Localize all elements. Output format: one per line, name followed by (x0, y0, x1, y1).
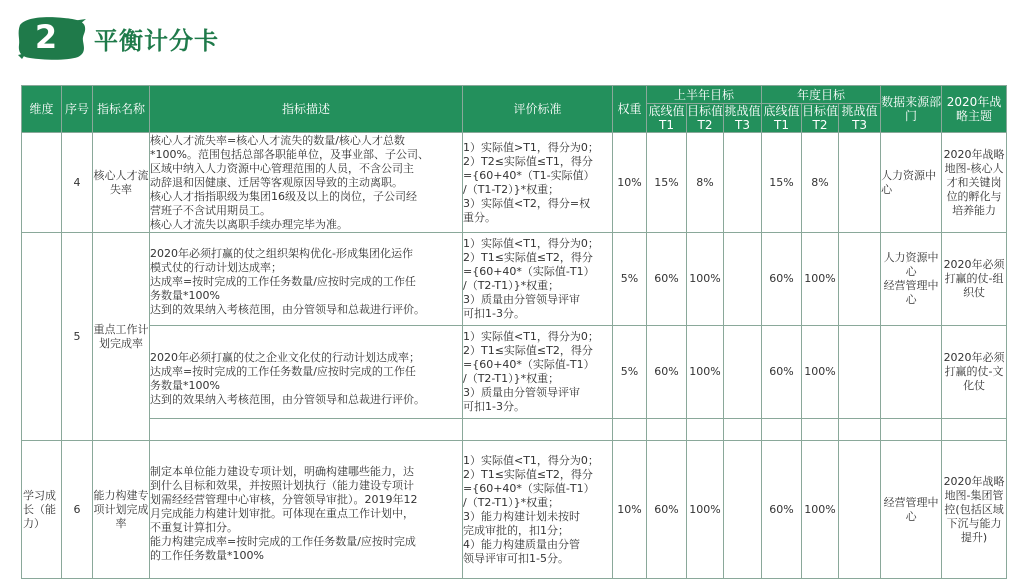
row-criteria (463, 133, 613, 233)
row-theme: 2020年战略地图-集团管控(包括区域下沉与能力提升) (942, 441, 1007, 579)
empty-cell (613, 419, 647, 441)
criteria-line: 2）T1≤实际值≤T2，得分 (463, 344, 593, 357)
row-criteria (463, 233, 613, 326)
col-annual-challenge: 挑战值T3 (839, 104, 881, 133)
criteria-line: ={60+40*（T1-实际值） (463, 168, 595, 182)
row-dim: 学习成长（能力） (22, 441, 62, 579)
desc-line: 达成率=按时完成的工作任务数量/应按时完成的工作任 (150, 275, 416, 288)
criteria-line: /（T1-T2）}*权重； (463, 182, 560, 196)
table-row (22, 233, 1007, 326)
desc-line: 核心人才流失以离职手续办理完毕为准。 (150, 217, 348, 231)
criteria-line: 3）质量由分管领导评审 (463, 293, 580, 306)
row-source: 经营管理中心 (881, 441, 942, 579)
empty-cell (839, 419, 881, 441)
table-row (22, 133, 1007, 233)
row-criteria (463, 326, 613, 419)
row-seq: 5 (62, 233, 93, 441)
row-annual-t3 (839, 441, 881, 579)
criteria-line: 重分。 (463, 210, 496, 224)
row-annual-t3 (839, 233, 881, 326)
criteria-line: ={60+40*（实际值-T1） (463, 358, 595, 371)
criteria-line: 2）T2≤实际值≤T1，得分 (463, 154, 593, 168)
desc-line: *100%。范围包括总部各职能单位，及事业部、子公司、 (150, 147, 429, 161)
col-dim: 维度 (22, 86, 62, 133)
row-annual-t3 (839, 133, 881, 233)
empty-cell (647, 419, 687, 441)
row-weight: 10% (613, 441, 647, 579)
empty-cell (881, 419, 942, 441)
desc-line: 达成率=按时完成的工作任务数量/应按时完成的工作任 (150, 365, 416, 378)
page-title: 平衡计分卡 (94, 26, 219, 55)
criteria-line: ={60+40*（实际值-T1） (463, 481, 595, 495)
desc-line: 模式仗的行动计划达成率； (150, 261, 282, 274)
criteria-line: 完成审批的，扣1分； (463, 523, 569, 537)
desc-line: 区域中纳入人力资源中心管理范围的人员，不含公司主 (150, 161, 414, 175)
col-annual-target: 目标值T2 (802, 104, 839, 132)
desc-line: 2020年必须打赢的仗之组织架构优化-形成集团化运作 (150, 247, 413, 260)
desc-line: 务数量*100% (150, 289, 220, 302)
empty-cell (802, 419, 839, 441)
criteria-line: 1）实际值<T1，得分为0； (463, 237, 599, 250)
desc-line: 划需经经营管理中心审核，分管领导审批）。2019年12 (150, 492, 418, 506)
col-half-year: 上半年目标 (647, 86, 762, 104)
balanced-scorecard-table (21, 85, 1007, 579)
criteria-line: 1）实际值<T1，得分为0； (463, 453, 599, 467)
desc-line: 不重复计算扣分。 (150, 520, 238, 534)
criteria-line: 3）能力构建计划未按时 (463, 509, 580, 523)
table-row-empty (22, 419, 1007, 441)
row-half-t3 (724, 441, 762, 579)
desc-line: 核心人才指指职级为集团16级及以上的岗位，子公司经 (150, 189, 417, 203)
table-row (22, 326, 1007, 419)
desc-line: 动辞退和因健康、迁居等客观原因导致的主动离职。 (150, 175, 403, 189)
row-weight: 5% (613, 326, 647, 419)
col-source: 数据来源部门 (881, 86, 942, 133)
desc-line: 月完成能力构建计划审批。可体现在重点工作计划中， (150, 506, 414, 520)
row-annual-t2: 100% (802, 441, 839, 579)
empty-cell (724, 419, 762, 441)
row-annual-t1: 60% (762, 326, 802, 419)
row-half-t1: 60% (647, 326, 687, 419)
desc-line: 营班子不含试用期员工。 (150, 203, 271, 217)
col-desc: 指标描述 (150, 86, 463, 133)
header-row-1 (22, 86, 1007, 104)
col-theme: 2020年战略主题 (942, 86, 1007, 133)
row-seq: 4 (62, 133, 93, 233)
desc-line: 到什么目标和效果，并按照计划执行（能力建设专项计 (150, 478, 414, 492)
col-seq: 序号 (62, 86, 93, 133)
row-dim (22, 133, 62, 233)
criteria-line: 1）实际值>T1，得分为0； (463, 140, 599, 154)
desc-line: 达到的效果纳入考核范围，由分管领导和总裁进行评价。 (150, 393, 425, 406)
row-half-t3 (724, 133, 762, 233)
col-annual-base: 底线值T1 (763, 104, 800, 132)
row-half-t2: 100% (687, 233, 724, 326)
row-half-t2: 8% (687, 133, 724, 233)
col-half-target: 目标值T2 (687, 104, 724, 132)
row-half-t3 (724, 233, 762, 326)
criteria-line: 可扣1-3分。 (463, 400, 525, 413)
criteria-line: 可扣1-3分。 (463, 307, 525, 320)
col-name: 指标名称 (93, 86, 150, 133)
row-theme: 2020年战略地图-核心人才和关键岗位的孵化与培养能力 (942, 133, 1007, 233)
row-seq: 6 (62, 441, 93, 579)
row-criteria (463, 441, 613, 579)
criteria-line: /（T2-T1）}*权重； (463, 495, 560, 509)
row-annual-t1: 60% (762, 441, 802, 579)
row-half-t2: 100% (687, 326, 724, 419)
row-annual-t1: 60% (762, 233, 802, 326)
row-source: 人力资源中心 (881, 133, 942, 233)
col-criteria: 评价标准 (463, 86, 613, 133)
criteria-line: 3）质量由分管领导评审 (463, 386, 580, 399)
row-desc (150, 326, 463, 419)
criteria-line: ={60+40*（实际值-T1） (463, 265, 595, 278)
empty-cell (463, 419, 613, 441)
desc-line: 务数量*100% (150, 379, 220, 392)
desc-line: 达到的效果纳入考核范围，由分管领导和总裁进行评价。 (150, 303, 425, 316)
criteria-line: 4）能力构建质量由分管 (463, 537, 580, 551)
section-number-badge (16, 15, 88, 61)
desc-line: 制定本单位能力建设专项计划，明确构建哪些能力，达 (150, 464, 414, 478)
row-name: 重点工作计划完成率 (93, 233, 150, 441)
row-annual-t2: 8% (802, 133, 839, 233)
desc-line: 核心人才流失率=核心人才流失的数量/核心人才总数 (150, 133, 405, 147)
criteria-line: /（T2-T1）}*权重； (463, 372, 560, 385)
row-desc (150, 233, 463, 326)
row-desc (150, 441, 463, 579)
row-half-t3 (724, 326, 762, 419)
row-weight: 5% (613, 233, 647, 326)
row-annual-t3 (839, 326, 881, 419)
row-weight: 10% (613, 133, 647, 233)
desc-line: 的工作任务数量*100% (150, 548, 264, 562)
row-source: 人力资源中心 经营管理中心 (881, 233, 942, 326)
row-annual-t2: 100% (802, 326, 839, 419)
empty-cell (150, 419, 463, 441)
row-half-t2: 100% (687, 441, 724, 579)
criteria-line: 3）实际值<T2，得分=权 (463, 196, 591, 210)
row-name: 核心人才流失率 (93, 133, 150, 233)
row-annual-t1: 15% (762, 133, 802, 233)
criteria-line: /（T2-T1）}*权重； (463, 279, 560, 292)
criteria-line: 2）T1≤实际值≤T2，得分 (463, 251, 593, 264)
empty-cell (942, 419, 1007, 441)
section-number: 2 (34, 18, 58, 56)
table-row (22, 441, 1007, 579)
row-annual-t2: 100% (802, 233, 839, 326)
row-half-t1: 15% (647, 133, 687, 233)
page-header (16, 12, 219, 64)
desc-line: 2020年必须打赢的仗之企业文化仗的行动计划达成率； (150, 351, 420, 364)
row-source (881, 326, 942, 419)
col-half-base: 底线值T1 (648, 104, 685, 132)
desc-line: 能力构建完成率=按时完成的工作任务数量/应按时完成 (150, 534, 416, 548)
row-dim (22, 233, 62, 441)
criteria-line: 2）T1≤实际值≤T2，得分 (463, 467, 593, 481)
row-theme: 2020年必须打赢的仗-文化仗 (942, 326, 1007, 419)
row-half-t1: 60% (647, 233, 687, 326)
row-half-t1: 60% (647, 441, 687, 579)
criteria-line: 领导评审可扣1-5分。 (463, 551, 569, 565)
empty-cell (687, 419, 724, 441)
row-name: 能力构建专项计划完成率 (93, 441, 150, 579)
col-annual: 年度目标 (762, 86, 881, 104)
col-weight: 权重 (613, 86, 647, 133)
row-desc (150, 133, 463, 233)
empty-cell (762, 419, 802, 441)
row-theme: 2020年必须打赢的仗-组织仗 (942, 233, 1007, 326)
criteria-line: 1）实际值<T1，得分为0； (463, 330, 599, 343)
col-half-challenge: 挑战值T3 (724, 104, 761, 132)
